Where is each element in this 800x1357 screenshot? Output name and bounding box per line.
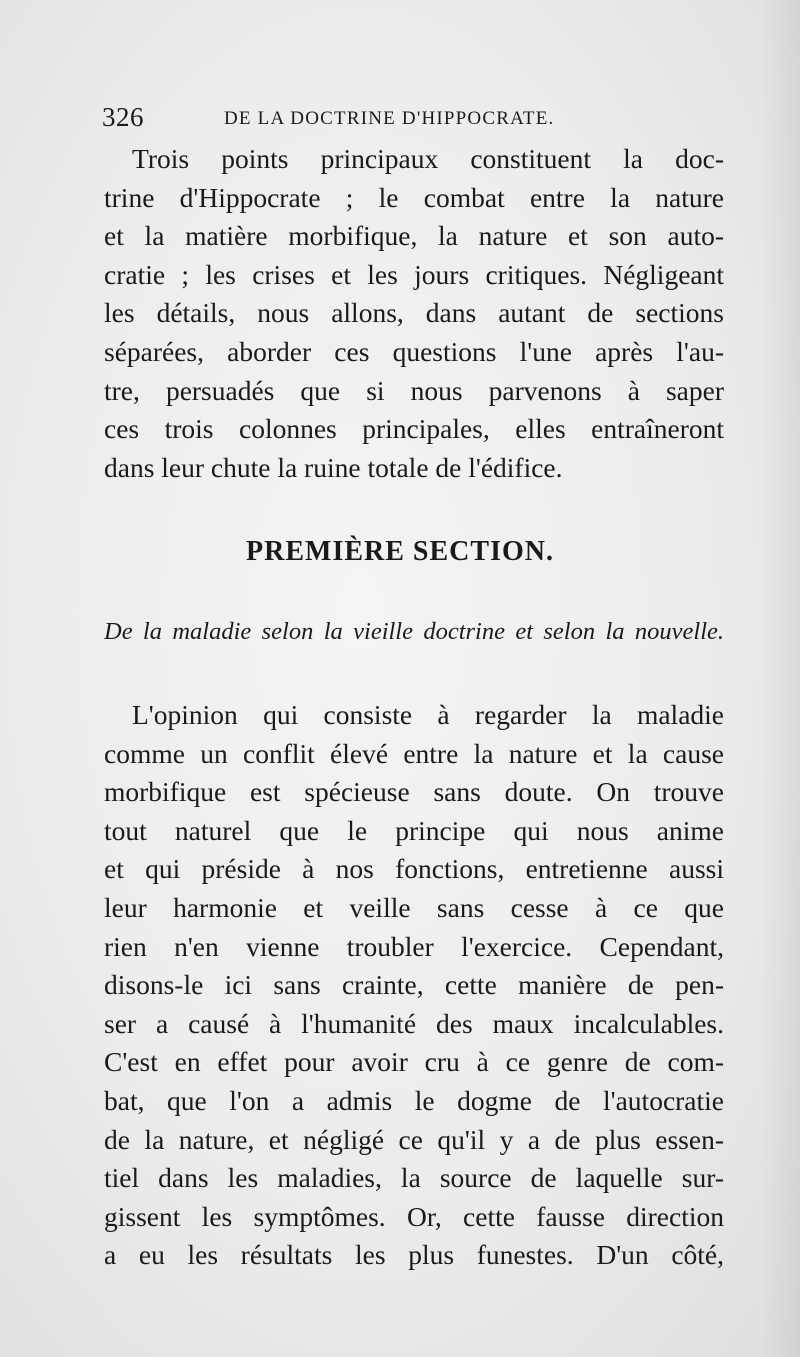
text-line: ces trois colonnes principales, elles entraîneront <box>104 413 724 445</box>
text-line: leur harmonie et veille sans cesse à ce que <box>104 891 724 923</box>
text-line: Trois points principaux constituent la doc- <box>132 143 724 174</box>
section-title: PREMIÈRE SECTION. <box>246 536 554 567</box>
text-line: séparées, aborder ces questions l'une après l'au- <box>104 335 724 367</box>
paragraph-main <box>104 696 724 1275</box>
text-line: a eu les résultats les plus funestes. D'un côté, <box>104 1239 724 1271</box>
text-line: L'opinion qui consiste à regarder la maladie <box>132 699 724 730</box>
text-line: ser a causé à l'humanité des maux incalculables. <box>104 1007 724 1039</box>
page-number: 326 <box>102 102 144 132</box>
text-line: rien n'en vienne troubler l'exercice. Cependant, <box>104 930 724 962</box>
running-head: DE LA DOCTRINE D'HIPPOCRATE. <box>224 108 555 129</box>
text-line: morbifique est spécieuse sans doute. On trouve <box>104 776 724 808</box>
text-line: bat, que l'on a admis le dogme de l'autocratie <box>104 1084 724 1116</box>
text-line: dans leur chute la ruine totale de l'édifice. <box>104 451 563 483</box>
text-line: trine d'Hippocrate ; le combat entre la nature <box>104 181 724 213</box>
text-line: les détails, nous allons, dans autant de sections <box>104 297 724 329</box>
text-line: et qui préside à nos fonctions, entretienne aussi <box>104 853 724 885</box>
text-line: tiel dans les maladies, la source de laquelle sur- <box>104 1162 724 1194</box>
page-header <box>102 100 622 134</box>
text-line: disons-le ici sans crainte, cette manière de pen- <box>104 969 724 1001</box>
text-line: et la matière morbifique, la nature et son auto- <box>104 220 724 252</box>
text-line: gissent les symptômes. Or, cette fausse direction <box>104 1200 724 1232</box>
text-line: C'est en effet pour avoir cru à ce genre de com- <box>104 1046 724 1078</box>
text-line: tre, persuadés que si nous parvenons à saper <box>104 374 724 406</box>
text-line: cratie ; les crises et les jours critiques. Négligeant <box>104 258 724 290</box>
text-line: comme un conflit élevé entre la nature et la cause <box>104 737 724 769</box>
section-subtitle: De la maladie selon la vieille doctrine et selon la nouvelle. <box>104 618 724 645</box>
text-line: de la nature, et négligé ce qu'il y a de plus essen- <box>104 1123 724 1155</box>
paragraph-intro <box>104 140 724 487</box>
text-line: tout naturel que le principe qui nous anime <box>104 814 724 846</box>
